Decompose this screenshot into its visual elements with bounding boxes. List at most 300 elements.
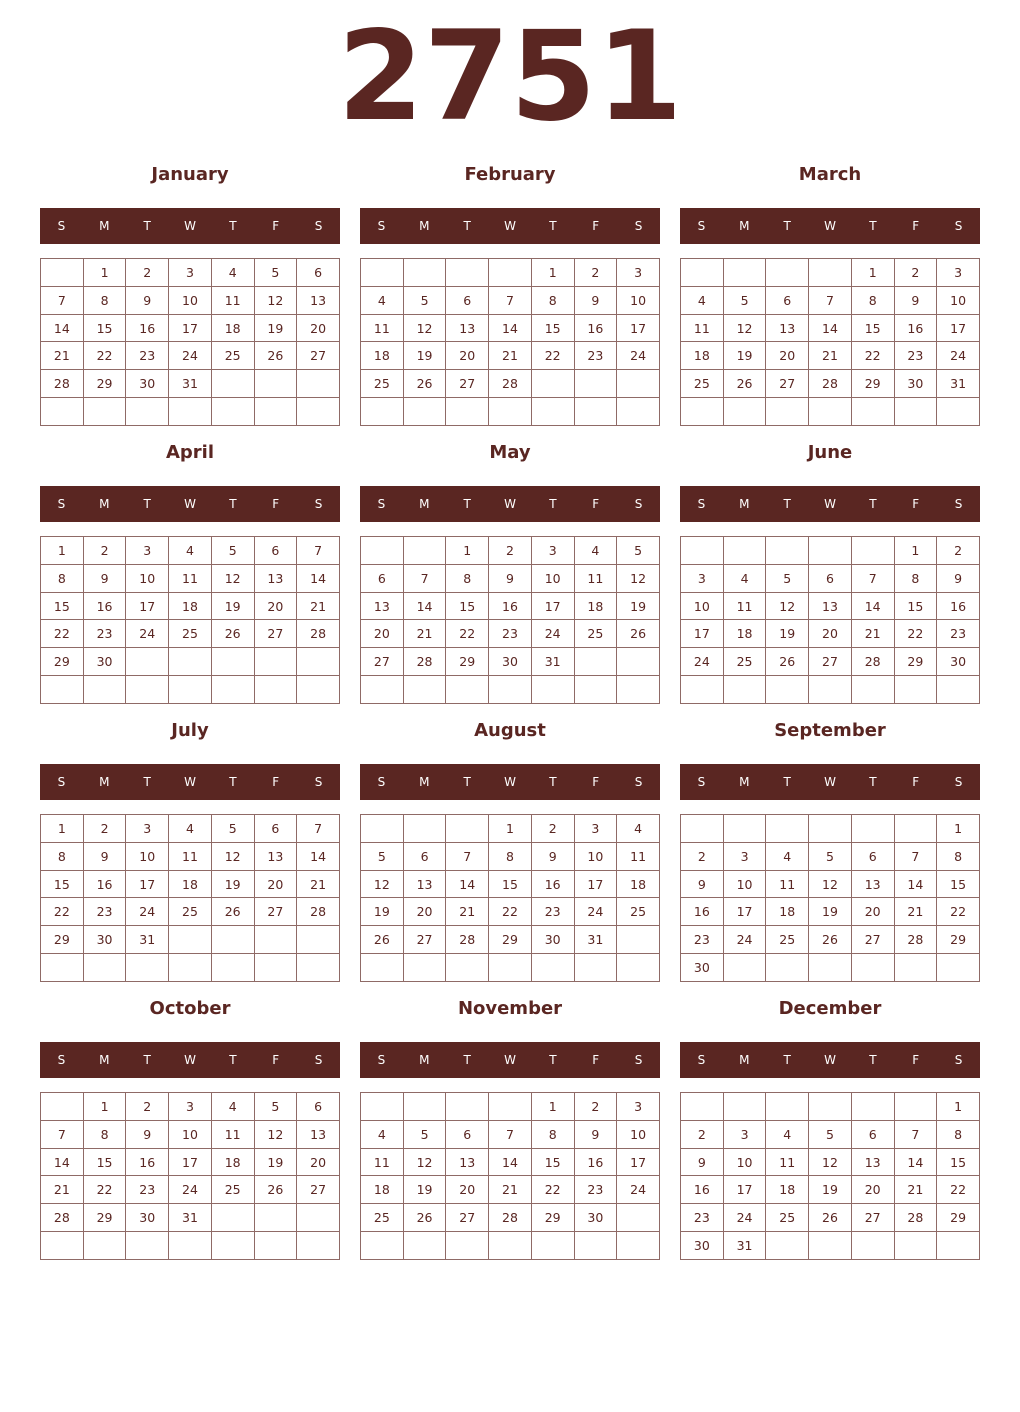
weekday-label: F [272,1053,280,1067]
month-name: January [151,164,229,185]
day-cell [894,815,937,843]
day-cell: 24 [617,1176,660,1204]
day-cell [83,398,126,426]
day-cell [937,1232,980,1260]
weekday-label: T [549,1053,557,1067]
weekday-header [360,486,660,522]
day-cell: 12 [211,564,254,592]
week-row [681,676,980,704]
day-cell: 12 [809,1148,852,1176]
day-cell: 5 [723,286,766,314]
day-cell [41,676,84,704]
week-row [681,1204,980,1232]
week-row [41,648,340,676]
day-cell: 21 [894,1176,937,1204]
day-cell [894,1232,937,1260]
day-cell: 9 [83,564,126,592]
day-cell: 27 [446,370,489,398]
day-cell: 3 [531,537,574,565]
day-cell: 12 [254,1120,297,1148]
day-cell: 14 [894,870,937,898]
day-cell [126,1232,169,1260]
day-cell: 21 [851,620,894,648]
day-cell: 16 [126,1148,169,1176]
day-cell: 17 [169,314,212,342]
day-cell [681,676,724,704]
day-cell: 30 [937,648,980,676]
day-cell [531,1232,574,1260]
day-cell [766,954,809,982]
day-cell: 19 [211,870,254,898]
month-name: April [165,442,215,463]
day-cell: 12 [361,870,404,898]
day-cell [361,398,404,426]
day-cell: 23 [894,342,937,370]
day-cell: 4 [211,1093,254,1121]
day-grid [360,1092,660,1260]
weekday-label: S [314,497,323,511]
day-cell: 31 [169,370,212,398]
week-row [41,537,340,565]
day-cell: 11 [574,564,617,592]
day-cell [297,1204,340,1232]
day-cell: 24 [681,648,724,676]
day-cell: 26 [211,620,254,648]
day-cell [723,954,766,982]
day-cell: 19 [254,314,297,342]
day-cell: 2 [574,1093,617,1121]
day-cell [254,1232,297,1260]
day-cell [766,815,809,843]
day-cell: 16 [531,870,574,898]
day-cell: 25 [169,620,212,648]
week-row [361,620,660,648]
weekday-header [680,764,980,800]
week-row [41,564,340,592]
day-cell: 25 [766,1204,809,1232]
day-cell [446,259,489,287]
day-cell: 11 [211,1120,254,1148]
day-cell: 18 [361,342,404,370]
day-cell [723,1093,766,1121]
day-cell [617,926,660,954]
day-cell: 19 [361,898,404,926]
day-cell: 6 [254,815,297,843]
day-cell: 24 [723,926,766,954]
day-cell [617,954,660,982]
day-cell: 16 [894,314,937,342]
day-cell: 20 [766,342,809,370]
week-row [41,898,340,926]
day-cell [681,815,724,843]
day-cell: 18 [169,870,212,898]
day-cell [681,259,724,287]
day-cell [531,370,574,398]
day-cell: 4 [681,286,724,314]
day-cell: 11 [723,592,766,620]
day-cell: 16 [681,1176,724,1204]
week-row [681,564,980,592]
day-cell: 22 [83,1176,126,1204]
day-cell: 8 [489,842,532,870]
day-cell: 22 [41,620,84,648]
day-cell: 2 [937,537,980,565]
day-cell [211,398,254,426]
weekday-label: T [143,775,151,789]
day-cell: 17 [617,1148,660,1176]
day-cell [254,954,297,982]
day-grid [40,1092,340,1260]
day-cell: 15 [894,592,937,620]
weekday-header [680,1042,980,1078]
day-cell: 26 [809,926,852,954]
day-cell: 17 [169,1148,212,1176]
day-cell: 15 [83,1148,126,1176]
day-cell: 10 [723,1148,766,1176]
weekday-label: F [272,775,280,789]
day-cell [531,398,574,426]
day-cell: 28 [489,1204,532,1232]
day-cell [297,398,340,426]
week-row [41,286,340,314]
day-cell [894,398,937,426]
day-cell: 9 [489,564,532,592]
week-row [361,1148,660,1176]
week-row [681,259,980,287]
weekday-label: T [869,219,877,233]
day-cell: 23 [531,898,574,926]
day-cell [809,537,852,565]
day-cell [297,1232,340,1260]
day-cell: 8 [851,286,894,314]
day-cell: 26 [723,370,766,398]
day-cell: 14 [489,314,532,342]
weekday-label: S [954,219,963,233]
day-cell: 16 [83,870,126,898]
weekday-label: S [954,497,963,511]
week-row [681,954,980,982]
week-row [681,842,980,870]
day-cell: 16 [574,314,617,342]
day-cell: 28 [297,620,340,648]
week-row [41,1120,340,1148]
day-cell [446,398,489,426]
day-cell [446,1093,489,1121]
day-cell [617,1232,660,1260]
day-cell: 8 [446,564,489,592]
day-cell: 24 [169,1176,212,1204]
month-name: October [149,998,231,1019]
day-cell: 3 [617,259,660,287]
day-cell: 14 [894,1148,937,1176]
day-cell [617,676,660,704]
day-cell [851,815,894,843]
week-row [361,676,660,704]
day-cell: 26 [766,648,809,676]
day-cell: 13 [297,1120,340,1148]
day-cell: 2 [681,1120,724,1148]
day-cell: 21 [297,592,340,620]
weekday-label: W [504,1053,516,1067]
day-cell: 7 [446,842,489,870]
day-cell: 19 [254,1148,297,1176]
day-cell: 13 [403,870,446,898]
day-cell: 2 [531,815,574,843]
day-cell [851,676,894,704]
day-cell: 26 [254,342,297,370]
weekday-label: W [824,497,836,511]
weekday-label: T [783,219,791,233]
day-cell: 7 [894,842,937,870]
day-cell [403,954,446,982]
weekday-header [360,208,660,244]
weekday-label: T [869,775,877,789]
day-cell: 1 [41,537,84,565]
day-cell: 5 [617,537,660,565]
day-cell: 18 [681,342,724,370]
week-row [681,314,980,342]
day-cell: 21 [489,1176,532,1204]
weekday-label: W [184,775,196,789]
weekday-label: W [504,219,516,233]
day-cell [809,1232,852,1260]
weekday-label: S [697,219,706,233]
day-cell [851,1093,894,1121]
month-name: June [807,442,853,463]
weekday-label: S [954,775,963,789]
day-cell: 24 [574,898,617,926]
day-cell: 1 [894,537,937,565]
day-cell: 28 [809,370,852,398]
day-cell: 4 [766,1120,809,1148]
day-cell: 4 [169,537,212,565]
weekday-label: T [143,497,151,511]
day-cell: 9 [83,842,126,870]
weekday-label: M [739,219,750,233]
day-cell: 22 [851,342,894,370]
day-grid [40,536,340,704]
day-cell: 31 [574,926,617,954]
week-row [361,286,660,314]
day-cell [681,537,724,565]
day-cell [851,537,894,565]
day-cell: 7 [851,564,894,592]
day-cell: 11 [766,1148,809,1176]
day-cell: 4 [574,537,617,565]
week-row [41,259,340,287]
day-cell: 1 [83,259,126,287]
day-cell: 9 [681,1148,724,1176]
day-cell: 28 [489,370,532,398]
day-cell: 25 [574,620,617,648]
week-row [41,620,340,648]
day-cell [723,815,766,843]
weekday-label: F [912,219,920,233]
day-cell: 8 [937,1120,980,1148]
day-cell: 13 [851,1148,894,1176]
week-row [41,314,340,342]
day-cell: 22 [41,898,84,926]
month-name: November [457,998,563,1019]
day-cell: 12 [617,564,660,592]
day-cell: 4 [617,815,660,843]
day-cell: 14 [489,1148,532,1176]
day-cell: 18 [723,620,766,648]
day-cell: 20 [851,1176,894,1204]
day-cell: 27 [403,926,446,954]
day-cell: 29 [851,370,894,398]
day-cell [83,676,126,704]
day-cell: 18 [574,592,617,620]
day-cell: 16 [489,592,532,620]
day-cell: 12 [211,842,254,870]
day-cell: 9 [531,842,574,870]
day-cell: 23 [937,620,980,648]
day-cell [489,676,532,704]
day-cell [169,676,212,704]
weekday-label: S [697,775,706,789]
day-cell: 25 [169,898,212,926]
day-cell [766,259,809,287]
day-cell: 7 [41,1120,84,1148]
day-cell: 22 [446,620,489,648]
week-row [41,1148,340,1176]
day-cell: 3 [169,1093,212,1121]
day-cell: 24 [126,898,169,926]
day-cell [574,370,617,398]
day-cell: 4 [723,564,766,592]
day-cell: 22 [937,898,980,926]
week-row [41,1176,340,1204]
day-cell: 12 [809,870,852,898]
day-cell: 10 [169,286,212,314]
day-cell [446,815,489,843]
day-cell: 27 [297,1176,340,1204]
day-cell: 11 [169,564,212,592]
weekday-label: T [869,1053,877,1067]
weekday-label: S [57,497,66,511]
day-cell: 5 [809,842,852,870]
day-cell [403,537,446,565]
day-cell: 21 [41,1176,84,1204]
day-cell: 3 [169,259,212,287]
weekday-label: T [463,219,471,233]
month-name: February [464,164,556,185]
day-cell: 12 [254,286,297,314]
day-grid [680,258,980,426]
day-cell [809,815,852,843]
weekday-label: W [824,219,836,233]
day-cell: 24 [617,342,660,370]
week-row [361,259,660,287]
day-cell [126,954,169,982]
weekday-label: W [184,497,196,511]
weekday-label: T [143,219,151,233]
day-cell: 3 [723,842,766,870]
day-cell: 31 [531,648,574,676]
day-cell: 17 [937,314,980,342]
day-cell: 28 [894,1204,937,1232]
weekday-label: S [634,775,643,789]
day-cell: 17 [723,1176,766,1204]
day-cell: 10 [126,842,169,870]
week-row [361,1093,660,1121]
day-cell: 13 [809,592,852,620]
day-cell: 9 [681,870,724,898]
weekday-label: F [912,497,920,511]
day-cell [403,259,446,287]
day-cell [41,1093,84,1121]
day-grid [680,536,980,704]
day-cell: 13 [254,842,297,870]
day-cell: 5 [211,537,254,565]
day-cell: 29 [41,648,84,676]
day-cell: 6 [851,842,894,870]
day-cell [617,1204,660,1232]
week-row [361,537,660,565]
day-cell [723,259,766,287]
day-cell [574,1232,617,1260]
day-cell [83,954,126,982]
day-cell: 30 [681,1232,724,1260]
day-grid [680,1092,980,1260]
week-row [681,870,980,898]
week-row [681,1232,980,1260]
day-cell [617,370,660,398]
day-cell [809,954,852,982]
day-cell: 3 [574,815,617,843]
day-cell: 12 [723,314,766,342]
day-cell: 20 [361,620,404,648]
day-cell: 1 [83,1093,126,1121]
day-cell: 7 [489,286,532,314]
week-row [41,342,340,370]
day-cell: 26 [809,1204,852,1232]
week-row [361,842,660,870]
week-row [41,592,340,620]
week-row [681,398,980,426]
week-row [681,815,980,843]
day-cell: 29 [894,648,937,676]
day-cell: 15 [83,314,126,342]
day-cell [361,1093,404,1121]
weekday-header [40,486,340,522]
day-cell: 20 [851,898,894,926]
day-cell: 28 [851,648,894,676]
week-row [681,1120,980,1148]
day-cell: 25 [617,898,660,926]
weekday-label: S [954,1053,963,1067]
day-cell: 31 [937,370,980,398]
day-cell: 29 [83,370,126,398]
week-row [361,815,660,843]
day-cell: 17 [126,870,169,898]
day-cell: 22 [531,1176,574,1204]
day-cell: 23 [489,620,532,648]
day-cell [681,1093,724,1121]
day-cell [403,676,446,704]
week-row [681,1148,980,1176]
day-cell: 6 [403,842,446,870]
day-cell: 21 [894,898,937,926]
weekday-label: T [549,775,557,789]
day-cell: 26 [361,926,404,954]
day-grid [360,258,660,426]
day-cell [211,648,254,676]
weekday-label: S [314,1053,323,1067]
week-row [681,537,980,565]
day-cell: 24 [126,620,169,648]
